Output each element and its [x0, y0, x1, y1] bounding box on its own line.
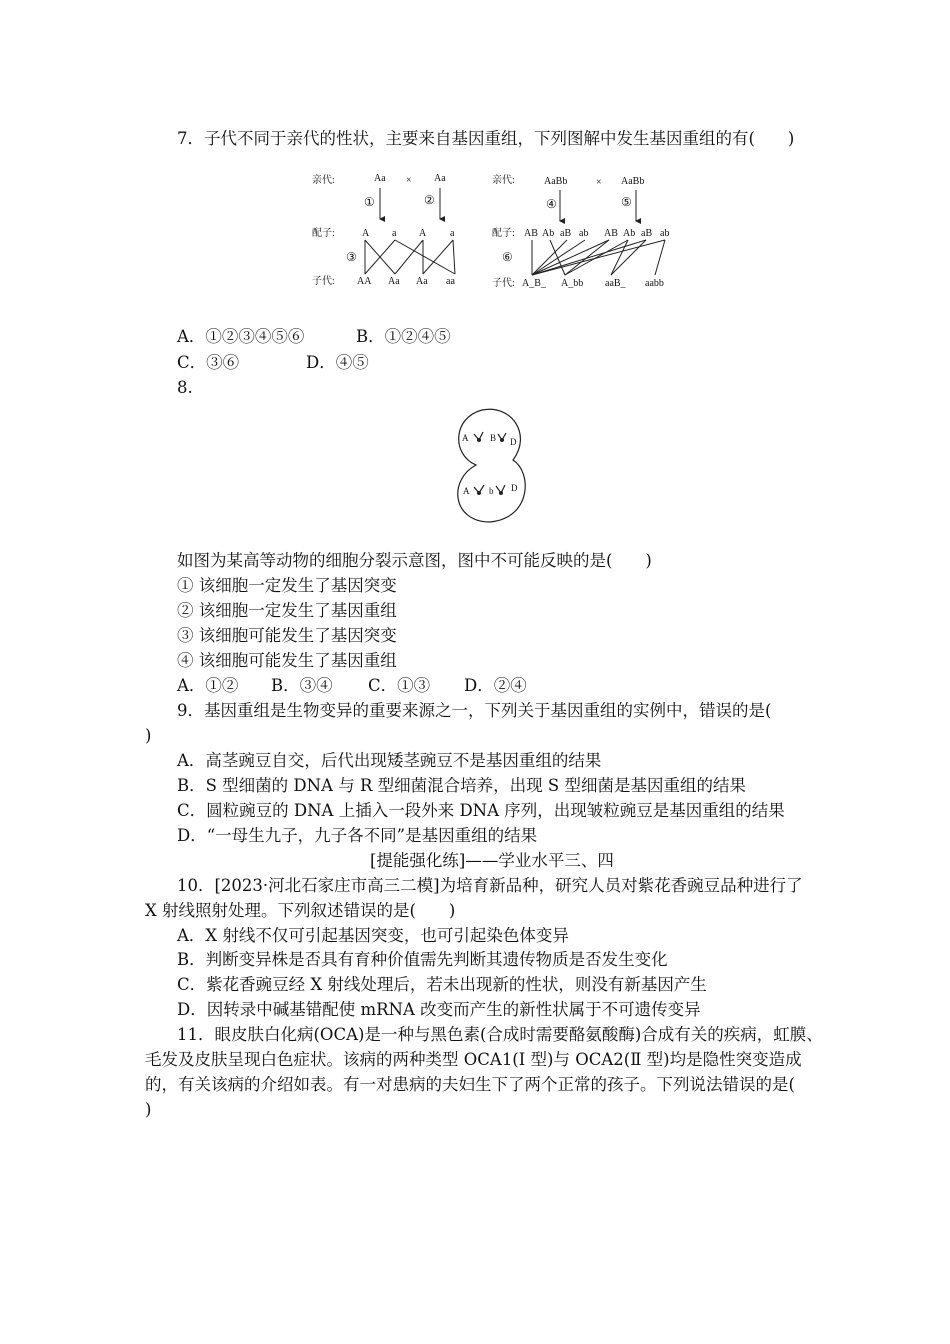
- right-offspring: aabb: [645, 278, 664, 289]
- left-gamete: A: [362, 228, 370, 239]
- right-offspring: aaB_: [605, 278, 626, 289]
- right-gamete-label: 配子:: [492, 228, 515, 239]
- q7-option-c: C．③⑥: [177, 353, 240, 372]
- q8-option-a: A．①②: [177, 676, 239, 695]
- left-gamete: a: [450, 228, 455, 239]
- q9-option-b: B．S 型细菌的 DNA 与 R 型细菌混合培养，出现 S 型细菌是基因重组的结果: [177, 776, 746, 795]
- q10-stem-cont: X 射线照射处理。下列叙述错误的是( ): [145, 901, 456, 920]
- q8-statement-1: ① 该细胞一定发生了基因突变: [177, 576, 397, 595]
- label-6: ⑥: [502, 250, 513, 264]
- q7-option-a: A．①②③④⑤⑥: [177, 327, 305, 346]
- label-4: ④: [546, 197, 557, 211]
- left-parent-2: Aa: [434, 173, 446, 184]
- left-offspring: aa: [446, 276, 455, 287]
- q9-option-d: D．“一母生九子，九子各不同”是基因重组的结果: [177, 826, 538, 845]
- label-1: ①: [364, 195, 375, 209]
- q8-option-b: B．③④: [271, 676, 333, 695]
- q7-stem: 7．子代不同于亲代的性状，主要来自基因重组，下列图解中发生基因重组的有( ): [177, 129, 795, 148]
- left-gamete: A: [419, 228, 427, 239]
- section-heading: [提能强化练]——学业水平三、四: [370, 851, 614, 870]
- right-cross: ×: [596, 177, 602, 188]
- left-offspring: AA: [357, 276, 372, 287]
- q9-option-a: A．高茎豌豆自交，后代出现矮茎豌豆不是基因重组的结果: [177, 751, 602, 770]
- q8-option-c: C．①③: [368, 676, 431, 695]
- left-gamete-label: 配子:: [312, 228, 335, 239]
- right-gamete: ab: [579, 228, 589, 239]
- right-gamete: aB: [560, 228, 572, 239]
- q8-number: 8.: [177, 378, 193, 397]
- right-gamete: AB: [604, 228, 618, 239]
- right-gamete: AB: [524, 228, 538, 239]
- q7-option-d: D．④⑤: [306, 353, 369, 372]
- left-offspring: Aa: [388, 276, 400, 287]
- left-parent-label: 亲代:: [312, 175, 335, 186]
- label-5: ⑤: [621, 195, 632, 209]
- left-gamete: a: [392, 228, 397, 239]
- top-allele-A: A: [462, 433, 469, 443]
- q11-line-2: 毛发及皮肤呈现白色症状。该病的两种类型 OCA1(Ⅰ 型)与 OCA2(Ⅱ 型)均是隐性突变造成: [145, 1050, 802, 1069]
- q10-option-c: C．紫花香豌豆经 X 射线处理后，若未出现新的性状，则没有新基因产生: [177, 975, 707, 994]
- right-offspring: A_bb: [561, 278, 584, 289]
- q10-stem: 10．[2023·河北石家庄市高三二模]为培育新品种，研究人员对紫花香豌豆品种进行了: [177, 876, 803, 895]
- bottom-allele-A: A: [463, 486, 470, 496]
- right-gamete: Ab: [542, 228, 555, 239]
- left-cross: ×: [406, 175, 412, 186]
- top-allele-D: D: [510, 437, 517, 447]
- right-parent-label: 亲代:: [492, 175, 515, 186]
- right-gamete: ab: [660, 228, 670, 239]
- right-parent-2: AaBb: [621, 176, 645, 187]
- q8-statement-4: ④ 该细胞可能发生了基因重组: [177, 651, 397, 670]
- right-offspring-label: 子代:: [492, 278, 515, 289]
- label-3: ③: [346, 250, 357, 264]
- q10-option-a: A．X 射线不仅可引起基因突变，也可引起染色体变异: [177, 926, 569, 945]
- q8-option-d: D．②④: [464, 676, 527, 695]
- q7-genetic-cross-diagram: [305, 165, 685, 295]
- q8-stem: 如图为某高等动物的细胞分裂示意图，图中不可能反映的是( ): [177, 551, 652, 570]
- top-allele-B: B: [490, 433, 497, 443]
- bottom-allele-D: D: [511, 483, 518, 493]
- q8-statement-3: ③ 该细胞可能发生了基因突变: [177, 626, 397, 645]
- q7-option-b: B．①②④⑤: [356, 327, 451, 346]
- q9-option-c: C．圆粒豌豆的 DNA 上插入一段外来 DNA 序列，出现皱粒豌豆是基因重组的结果: [177, 801, 785, 820]
- q11-line-1: 11．眼皮肤白化病(OCA)是一种与黑色素(合成时需要酪氨酸酶)合成有关的疾病，虹膜、: [177, 1025, 823, 1044]
- left-offspring: Aa: [416, 276, 428, 287]
- q11-line-4: ): [145, 1100, 152, 1119]
- right-parent-1: AaBb: [544, 176, 568, 187]
- left-offspring-label: 子代:: [312, 276, 335, 287]
- bottom-allele-b: b: [489, 486, 494, 496]
- q11-line-3: 的，有关该病的介绍如表。有一对患病的夫妇生下了两个正常的孩子。下列说法错误的是(: [145, 1075, 795, 1094]
- right-gamete: Ab: [623, 228, 636, 239]
- q10-option-b: B．判断变异株是否具有育种价值需先判断其遗传物质是否发生变化: [177, 950, 668, 969]
- q9-stem-end: ): [145, 726, 152, 745]
- q8-cell-division-diagram: [450, 404, 530, 524]
- q8-statement-2: ② 该细胞一定发生了基因重组: [177, 601, 397, 620]
- right-offspring: A_B_: [522, 278, 546, 289]
- q9-stem: 9．基因重组是生物变异的重要来源之一，下列关于基因重组的实例中，错误的是(: [177, 701, 772, 720]
- right-gamete: aB: [641, 228, 653, 239]
- q10-option-d: D．因转录中碱基错配使 mRNA 改变而产生的新性状属于不可遗传变异: [177, 1000, 701, 1019]
- left-parent-1: Aa: [374, 173, 386, 184]
- label-2: ②: [424, 193, 435, 207]
